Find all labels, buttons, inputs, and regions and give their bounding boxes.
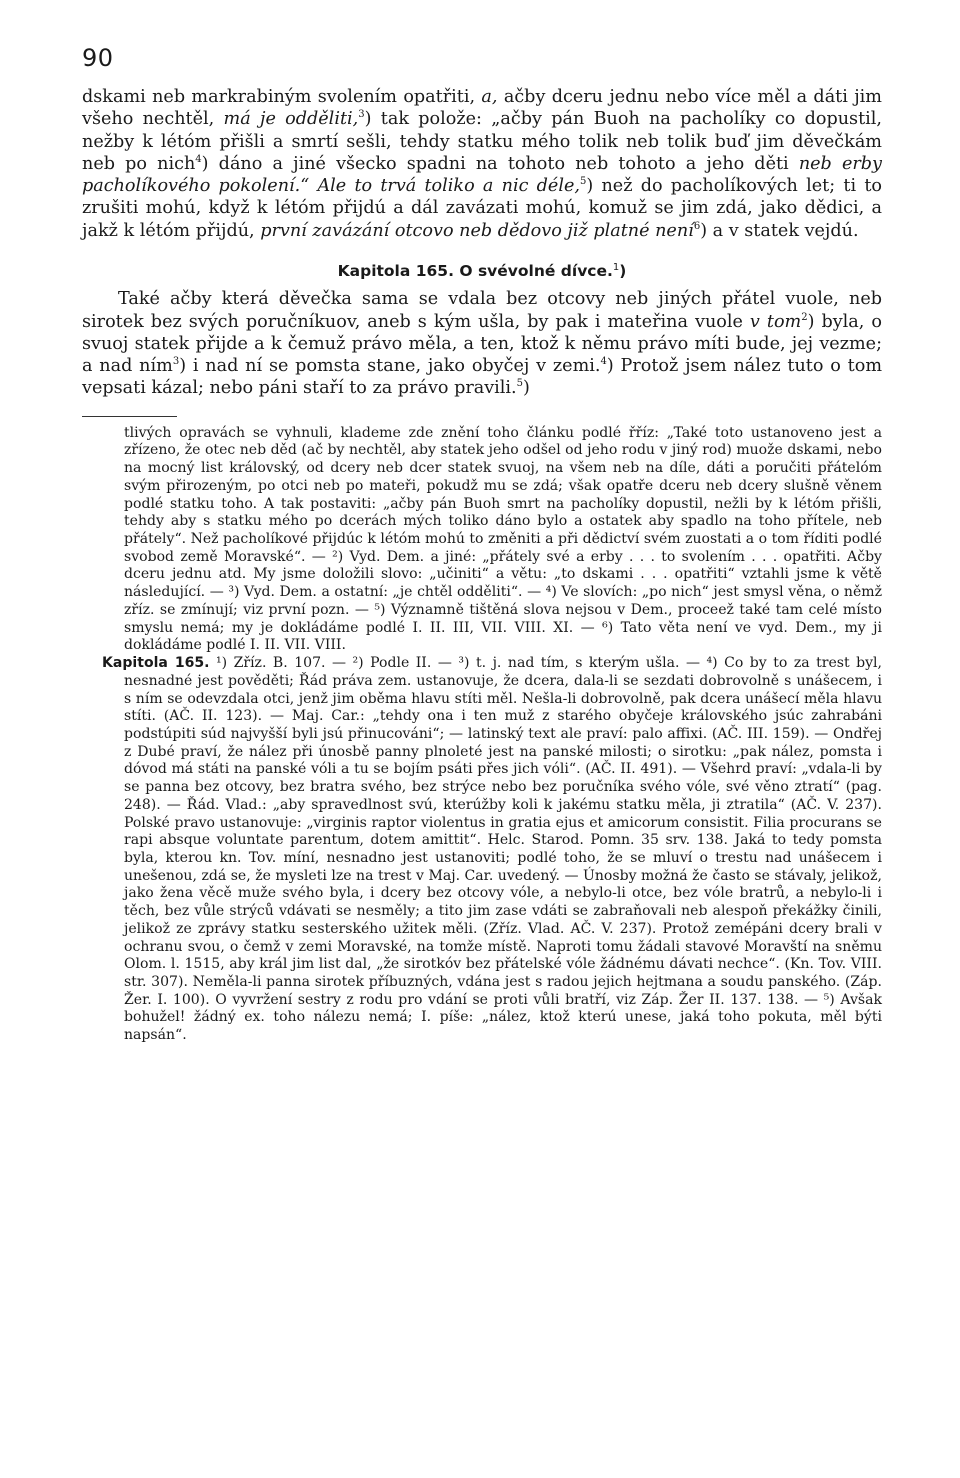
text-run: ) — [523, 378, 530, 399]
footnote-marker: 5 — [579, 176, 587, 188]
footnote-continuation: tlivých opravách se vyhnuli, klademe zde znění toho článku podlé řříz: „Také toto ustanoveno jest a zřízeno, že otec neb děd (ač by nechtěl, aby statek jeho odšel od jeho rodu v jiný rod) muože dskami, nebo na mocný list královský, od dcery neb dcer statek svuoj, na všem neb na díle, dáti a poručiti přátelóm svým přirozeným, po otci neb po mateři, pokudž mu se zdá; však opatře dceru neb dcery slušně věnem podlé statku toho. A tak postaviti: „ačby pán Buoh smrt na pacholíky dopustil, nežli by k létóm přišli, tehdy aby s statku mého po dcerách mých toliko dáno bylo a ostatek aby spadlo na toho přítele, neb přátely“. Než pacholíkové přijdúc k létóm mohú to změniti a při dědictví svém zuostati a o tom říditi podlé svobod země Moravské“. — ²) Vyd. Dem. a jiné: „přátely své a erby . . . to svolením . . . opatřiti. Ačby dceru jednu atd. My jsme doložili slovo: „učiniti“ a větu: „to dskami . . . opatřiti“ vztahli jsme k větě následující. — ³) Vyd. Dem. a ostatní: „je chtěl odděliti“. — ⁴) Ve slovích: „po nich“ jest smysl věna, o němž zříz. se zmínují; viz první pozn. — ⁵) Významně tištěná slova nejsou v Dem., proceež také tam celé místo smyslu nemá; my je dokládáme podlé I. II. III, VII. VIII. XI. — ⁶) Tato věta není ve vyd. Dem., my ji dokládáme podlé I. II. VII. VIII. — [124, 424, 882, 654]
text-run: ) tak polože: „ačby pán Buoh na pacholíky co dopustil, nežby k létóm přišli a smrtí sešli, tehdy statku mého tolik neb tolik buď jim děvečkám neb po nich — [82, 109, 882, 174]
footnote-marker: 4 — [600, 356, 607, 368]
text-run: ) Protož jsem nález tuto o tom vepsati kázal; nebo páni staří to za právo pravili. — [82, 356, 883, 399]
footnote-marker: 5 — [516, 378, 524, 390]
text-run: ) dáno a jiné všecko spadni na tohoto neb tohoto a jeho děti — [201, 153, 799, 174]
paragraph-continuation — [82, 86, 882, 242]
italic-run: v tom — [749, 311, 802, 332]
chapter-paragraph — [82, 288, 882, 399]
italic-run: a, — [481, 87, 498, 107]
text-run: ) i nad ní se pomsta stane, jako obyčej v zemi. — [179, 356, 601, 377]
footnote-marker: 6 — [693, 220, 701, 232]
chapter-heading — [82, 262, 882, 280]
text-run: dskami neb markrabiným svolením opatřiti, — [82, 87, 482, 107]
footnote-paren: ) — [619, 262, 627, 281]
footnote-marker: 3 — [358, 109, 365, 121]
footnote-marker: 2 — [801, 311, 808, 323]
text-run: ) byla, o svuoj statek přijde a k čemuž právo měla, a ten, ktož k němu právo míti bude, jej vezme; a nad ním — [82, 311, 882, 377]
footnote-marker: 4 — [195, 154, 202, 166]
italic-run: neb erby pacholíkového pokolení.“ Ale to trvá toliko a nic déle, — [82, 153, 882, 197]
page-body — [82, 86, 882, 1045]
footnote-divider — [82, 416, 177, 417]
text-run: ) a v statek vejdú. — [700, 220, 859, 241]
chapter-title: Kapitola 165. O svévolné dívce. — [337, 262, 613, 281]
text-run: Také ačby která děvečka sama se vdala bez otcovy neb jiných přátel vuole, neb sirotek bez svých poručníkuov, aneb s kým ušla, by pak i mateřina vuole — [82, 289, 882, 332]
text-run: ačby dceru jednu nebo více měl a dáti jim všeho nechtěl, — [82, 87, 882, 130]
italic-run: má je odděliti, — [223, 109, 359, 130]
footnote-section-label: Kapitola 165. — [102, 655, 210, 672]
footnote-section-165 — [82, 655, 882, 1045]
footnote-section-text: ¹) Zříz. B. 107. — ²) Podle II. — ³) t. j. nad tím, s kterým ušla. — ⁴) Co by to za trest byl, nesnadné jest pověděti; Řád práva zem. ustanovuje, že dcera, dala-li se sezdati dobrovolně s unášecem, i s ním se odevzdala otci, jenž jim oběma hlavu stíti měl. Nešla-li dobrovolně, pak dcera unášecí měla hlavu stíti. (AČ. II. 123). — Maj. Car.: „tehdy ona i ten muž z starého obyčeje královského jsúc zahrabáni podstúpiti súd najvyšší byli jsú přinucováni“; — latinský text ale praví: palo affixi. (AČ. III. 159). — Ondřej z Dubé praví, že nález při únosbě panny plnoleté jest na panské milosti; o sirotku: „pak nález, pomsta i dóvod má státi na panské vóli a tu se bojím psáti přes jich vóli“. (AČ. II. 491). — Všehrd praví: „vdala-li by se panna bez otcovy, bez bratra svého, bez strýce nebo bez poručníka svého vóle, své věno ztratí“ (pag. 248). — Řád. Vlad.: „aby spravedlnost svú, kterúžby koli k jakému statku měla, ji ztratila“ (AČ. V. 237). Polské pravo ustanovuje: „virginis raptor violentus in gratia ejus et amicorum consistit. Filia procurans se rapi absque voluntate parentum, dotem amittit“. Helc. Starod. Pomn. 35 srv. 138. Jaká to tedy pomsta byla, kterou kn. Tov. míní, nesnadno jest ustanoviti; podlé toho, že se mluví o trestu nad unášecem i unešenou, zdá se, že mysleti lze na trest v Maj. Car. uvedený. — Únosby možná že často se stávaly, jelikož, jako žena věcě muže svého byla, i dcery bez otcovy vóle, a nebylo-li otce, bez vóle bratrů, a nebylo-li i těch, bez vůle strýců vdávati se nesměly; a tito jim zase vdáti se zabraňovali neb alespoň překážky činili, jelikož ze zprávy statku sesterského užitek měli. (Zříz. Vlad. AČ. V. 237). Protož zemépáni dcery brali v ochranu svou, o čemž v zemi Moravské, na tomže místě. Naproti tomu žádali stavové Moravští na sněmu Olom. l. 1515, aby král jim list dal, „že sirotkóv bez přátelské vóle žádnému dávati nechce“. (Kn. Tov. VIII. str. 307). Neměla-li panna sirotek příbuzných, vdána jest s radou jejich hejtmana a soudu panského. (Záp. Žer. I. 100). O vyvržení sestry z rodu pro vdání se proti vůli bratří, viz Záp. Žer II. 137. 138. — ⁵) Avšak bohužel! žádný ex. toho nálezu nemá; I. píše: „nález, ktož kterú unese, jaká toho pokuta, měl býti napsán“. — [124, 655, 882, 1044]
text-run: ) než do pacholíkových let; ti to zrušiti mohú, když k létóm přijdú a dál zavázati mohú, komuž se jim zdá, jako dědici, a jakž k létóm přijdú, — [82, 176, 882, 241]
footnote-marker: 3 — [172, 356, 180, 368]
italic-run: první zavázání otcovo neb dědovo již platné není — [260, 220, 694, 241]
footnote-marker: 1 — [612, 262, 620, 274]
page-number: 90 — [82, 44, 114, 72]
footnotes — [82, 425, 882, 1045]
